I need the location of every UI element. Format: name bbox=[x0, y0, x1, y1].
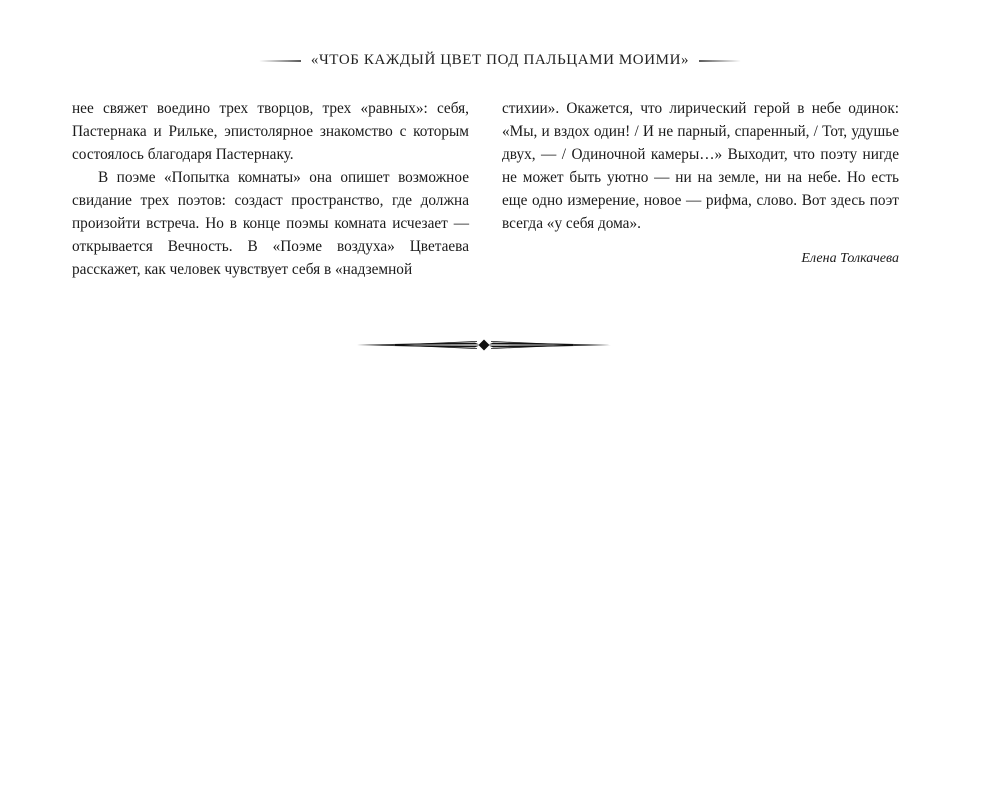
right-column bbox=[502, 97, 899, 269]
author-signature: Елена Толкачева bbox=[801, 251, 899, 266]
paragraph: В поэме «Попытка комнаты» она опишет возможное свидание трех поэтов: создаст пространство, где должна произойти встреча. Но в конце поэмы комната исчезает — открывается Вечность. В «Поэме воздуха» Цветаева расскажет, как человек чувствует себя в «надземной bbox=[72, 169, 469, 278]
diamond-flourish-icon bbox=[355, 336, 613, 354]
running-head bbox=[0, 52, 1000, 69]
paragraph: стихии». Окажется, что лирический герой в небе одинок: «Мы, и вздох один! / И не парный, спаренный, / Тот, удушье двух, — / Одиночной камеры…» Выходит, что поэту нигде не может быть уютно — ни на земле, ни на небе. Но есть еще одно измерение, новое — рифма, слово. Вот здесь поэт всегда «у себя дома». bbox=[502, 100, 899, 232]
paragraph: нее свяжет воедино трех творцов, трех «равных»: себя, Пастернака и Рильке, эпистолярное знакомство с которым состоялось благодаря Пастернаку. bbox=[72, 100, 469, 163]
running-head-title: «ЧТОБ КАЖДЫЙ ЦВЕТ ПОД ПАЛЬЦАМИ МОИМИ» bbox=[310, 52, 690, 68]
header-rule-left bbox=[259, 58, 301, 64]
header-rule-right bbox=[699, 58, 741, 64]
left-column bbox=[72, 97, 469, 281]
